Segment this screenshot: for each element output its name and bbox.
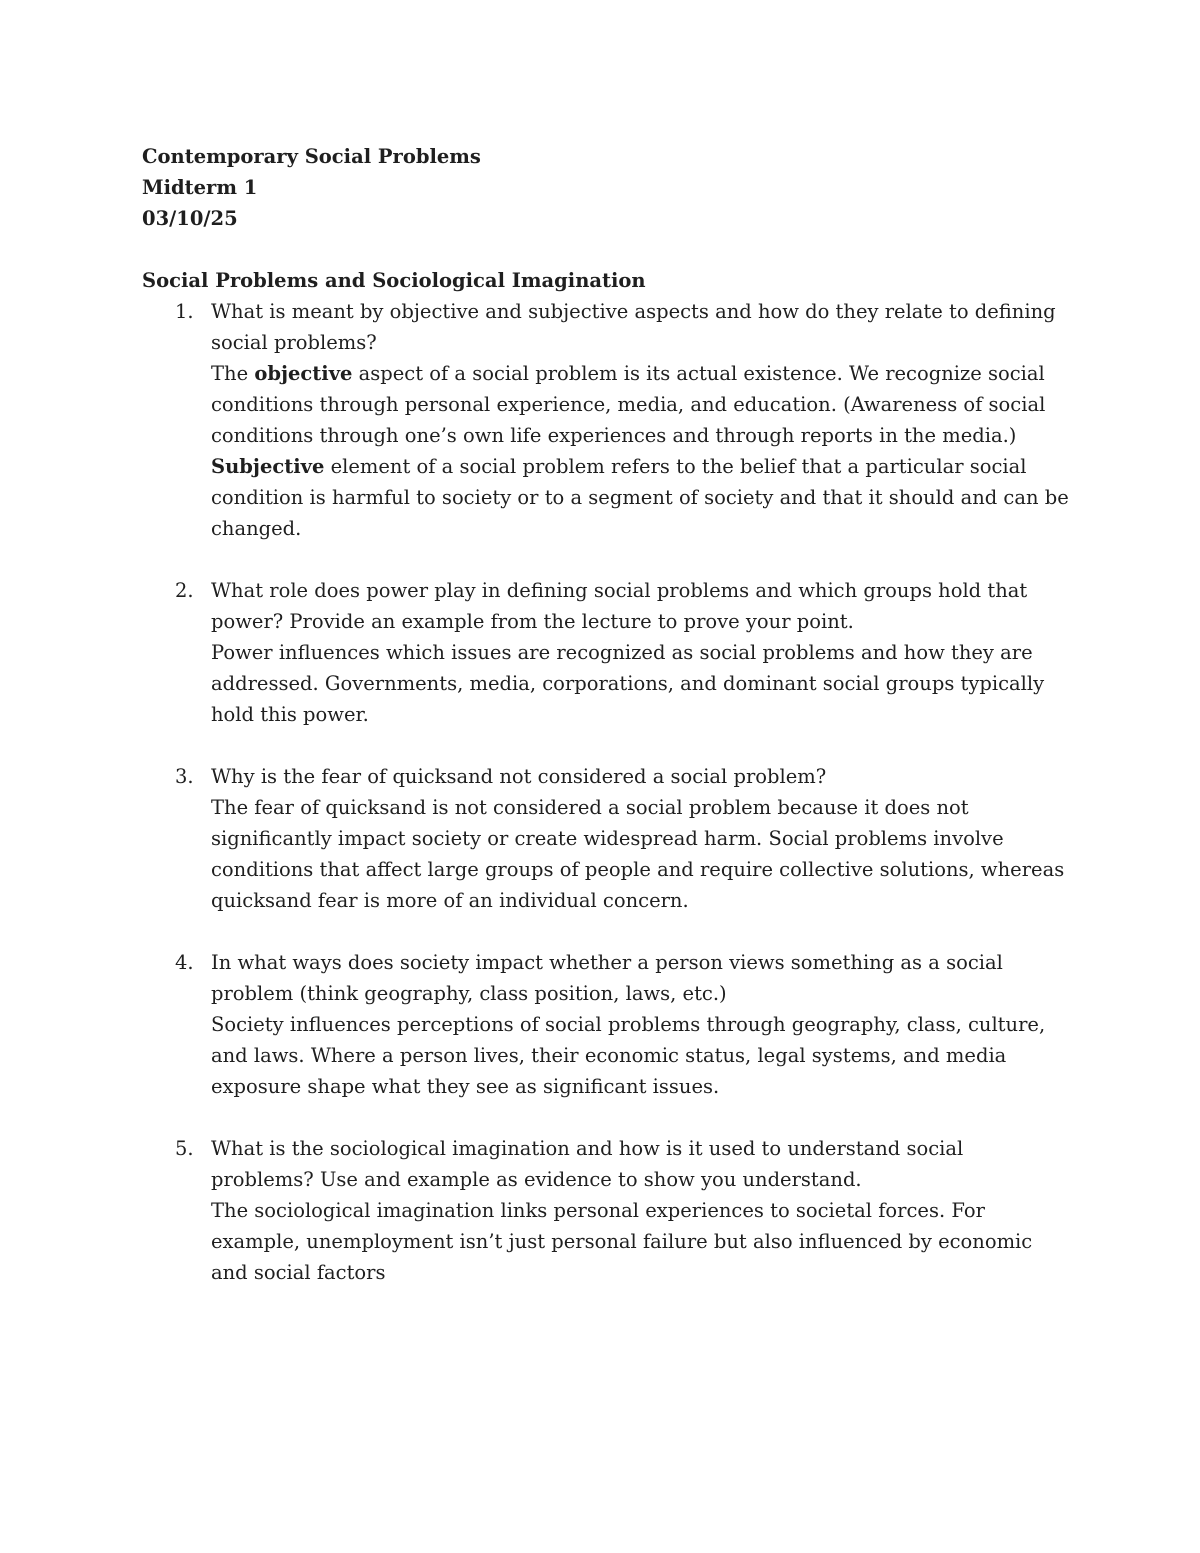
question-number: 1. xyxy=(175,300,194,323)
question-text: What role does power play in defining social problems and which groups hold that power? Provide an example from the lecture to prove your point. xyxy=(211,579,1028,633)
question-text: What is meant by objective and subjective aspects and how do they relate to defining social problems? xyxy=(211,300,1056,354)
question-item-3 xyxy=(142,761,1072,916)
question-item-1 xyxy=(142,296,1072,544)
question-item-4 xyxy=(142,947,1072,1102)
section-title: Social Problems and Sociological Imagination xyxy=(142,269,646,292)
question-number: 2. xyxy=(175,579,194,602)
course-title: Contemporary Social Problems xyxy=(142,145,481,168)
answer-text: Society influences perceptions of social problems through geography, class, culture, and laws. Where a person lives, their economic status, legal systems, and media exposure shape what they see as significant issues. xyxy=(211,1013,1046,1098)
answer-text: The fear of quicksand is not considered a social problem because it does not significantly impact society or create widespread harm. Social problems involve conditions that affect large groups of people and require collective solutions, whereas quicksand fear is more of an individual concern. xyxy=(211,796,1065,912)
answer-text xyxy=(211,358,1072,451)
answer-text-rest: element of a social problem refers to the belief that a particular social condition is harmful to society or to a segment of society and that it should and can be changed. xyxy=(211,455,1069,540)
answer-text: Power influences which issues are recognized as social problems and how they are addressed. Governments, media, corporations, and dominant social groups typically hold this power. xyxy=(211,641,1045,726)
question-item-5 xyxy=(142,1133,1072,1288)
answer-emphasis-subjective: Subjective xyxy=(211,455,325,478)
question-number: 5. xyxy=(175,1137,194,1160)
answer-emphasis-objective: objective xyxy=(254,362,353,385)
answer-text-rest: aspect of a social problem is its actual existence. We recognize social conditions through personal experience, media, and education. (Awareness of social conditions through one’s own life experiences and through reports in the media.) xyxy=(211,362,1046,447)
exam-date: 03/10/25 xyxy=(142,207,238,230)
question-text: Why is the fear of quicksand not considered a social problem? xyxy=(211,765,827,788)
answer-text-prefix: The xyxy=(211,362,255,385)
question-text: In what ways does society impact whether a person views something as a social problem (think geography, class position, laws, etc.) xyxy=(211,951,1003,1005)
question-number: 3. xyxy=(175,765,194,788)
document-body xyxy=(142,141,1072,1319)
question-number: 4. xyxy=(175,951,194,974)
question-list xyxy=(142,296,1072,1288)
question-item-2 xyxy=(142,575,1072,730)
answer-text xyxy=(211,451,1072,544)
answer-text: The sociological imagination links personal experiences to societal forces. For example, unemployment isn’t just personal failure but also influenced by economic and social factors xyxy=(211,1199,1033,1284)
exam-title: Midterm 1 xyxy=(142,176,258,199)
question-text: What is the sociological imagination and how is it used to understand social problems? Use and example as evidence to show you understand. xyxy=(211,1137,964,1191)
